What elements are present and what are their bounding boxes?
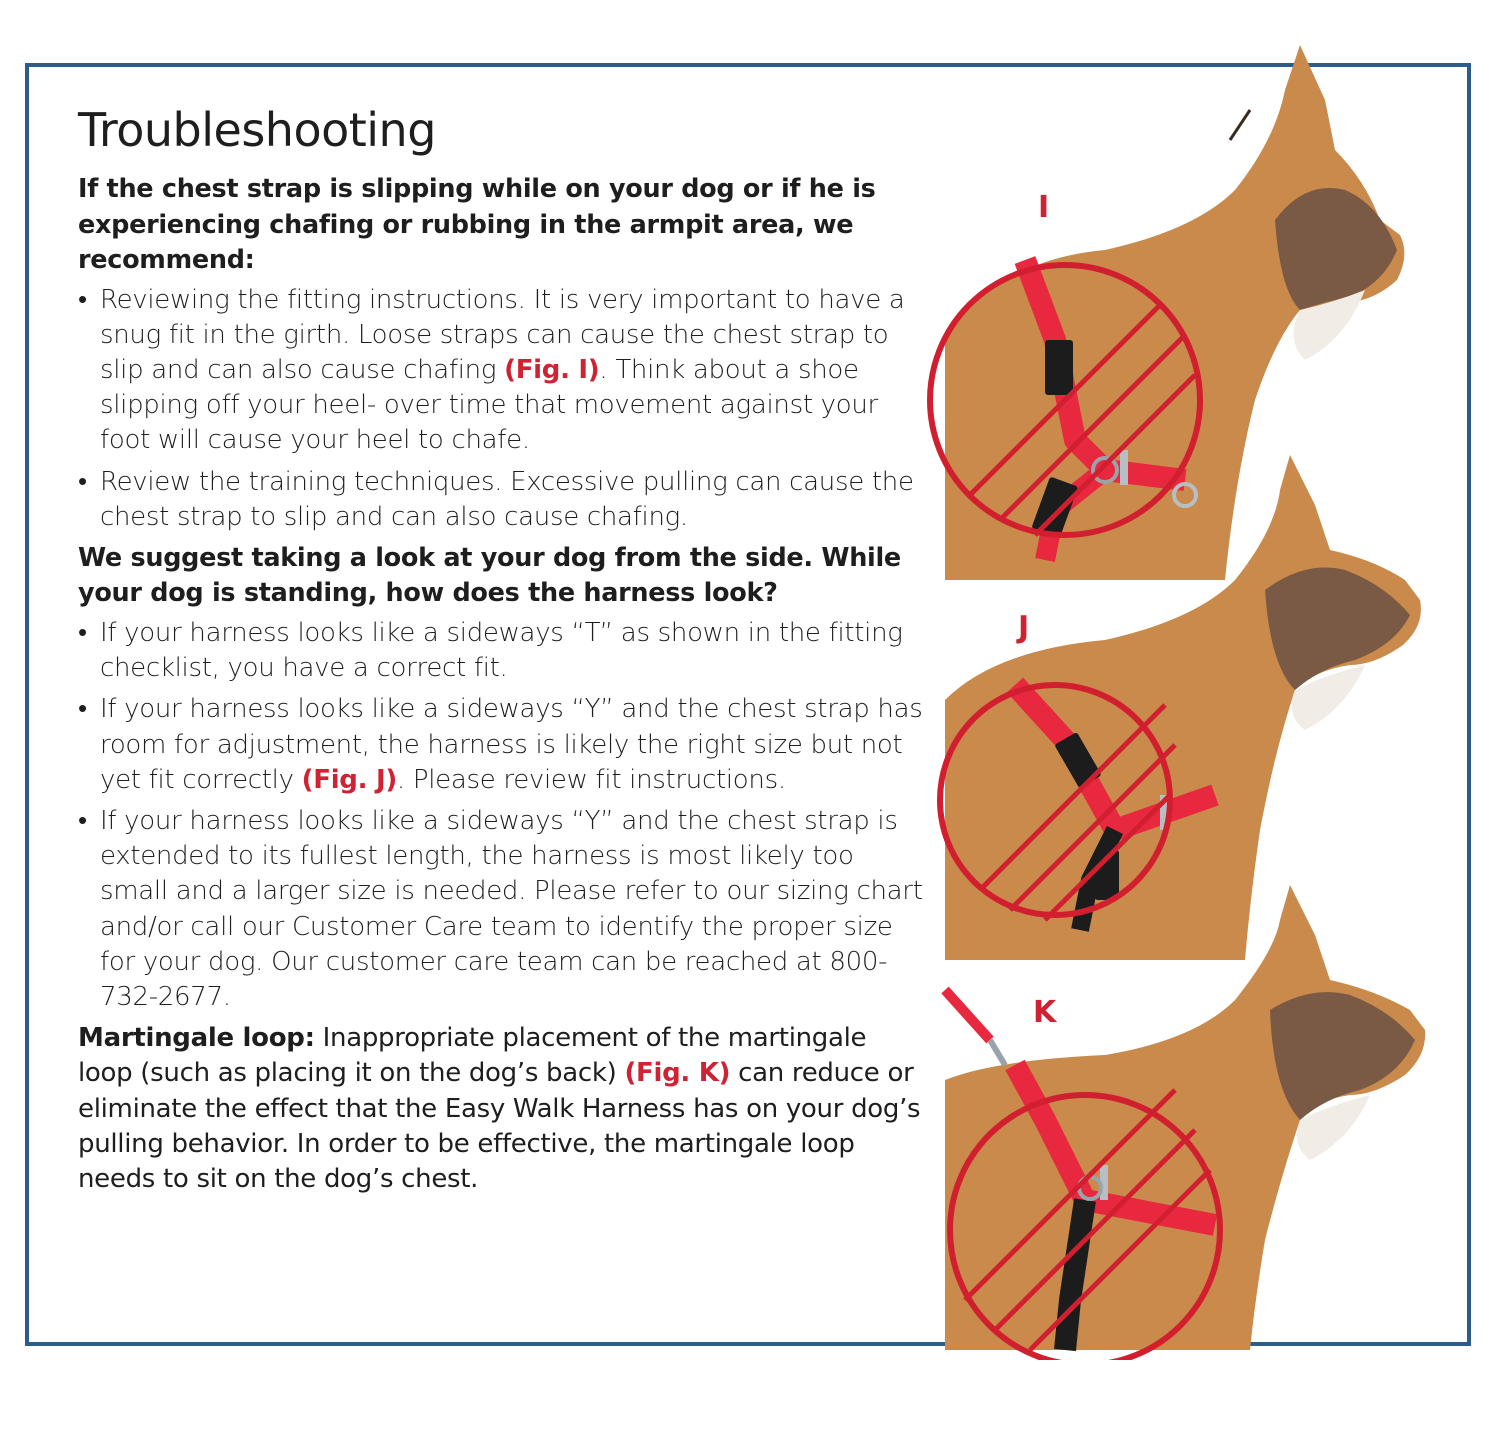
section1-intro: If the chest strap is slipping while on your dog or if he is experiencing chafing or rubbing in the armpit area, we recommend: — [78, 174, 876, 275]
martingale-paragraph: Martingale loop: Inappropriate placement of the martingale loop (such as placing it on the dog’s back) (Fig. K) can reduce or eliminate the effect that the Easy Walk Harness has on your dog’s pulling behavior. In order to be effective, the martingale loop needs to sit on the dog’s chest. — [78, 1023, 921, 1194]
martingale-lead: Martingale loop: — [78, 1023, 315, 1054]
fig-reference: (Fig. K) — [624, 1058, 731, 1089]
list-item: • If your harness looks like a sideways “T” as shown in the fitting checklist, you have a correct fit. — [78, 616, 928, 686]
section2-intro: We suggest taking a look at your dog from the side. While your dog is standing, how does the harness look? — [78, 542, 901, 609]
figure-label-j: J — [1018, 610, 1030, 645]
text-column — [78, 100, 928, 1197]
list-item: • If your harness looks like a sideways “Y” and the chest strap is extended to its fullest length, the harness is most likely too small and a larger size is needed. Please refer to our sizing chart and/or call our Customer Care team to identify the proper size for your dog. Our customer care team can be reached at 800-732-2677. — [78, 804, 928, 1015]
fig-reference: (Fig. J) — [301, 764, 397, 795]
fig-reference: (Fig. I) — [504, 354, 600, 385]
section1-list — [78, 283, 928, 535]
list-item: • Reviewing the fitting instructions. It is very important to have a snug fit in the girth. Loose straps can cause the chest strap to slip and can also cause chafing (Fig. I). Think about a shoe slipping off your heel- over time that movement against your foot will cause your heel to chafe. — [78, 283, 928, 459]
section2-list — [78, 616, 928, 1015]
list-item: • Review the training techniques. Excessive pulling can cause the chest strap to slip and can also cause chafing. — [78, 465, 928, 535]
list-item: • If your harness looks like a sideways “Y” and the chest strap has room for adjustment, the harness is likely the right size but not yet fit correctly (Fig. J). Please review fit instructions. — [78, 692, 928, 798]
figure-k — [905, 880, 1465, 1360]
page-title: Troubleshooting — [78, 103, 436, 157]
figure-label-k: K — [1033, 995, 1057, 1030]
dog-harness-illustration-k — [905, 880, 1465, 1360]
figure-label-i: I — [1038, 190, 1050, 225]
